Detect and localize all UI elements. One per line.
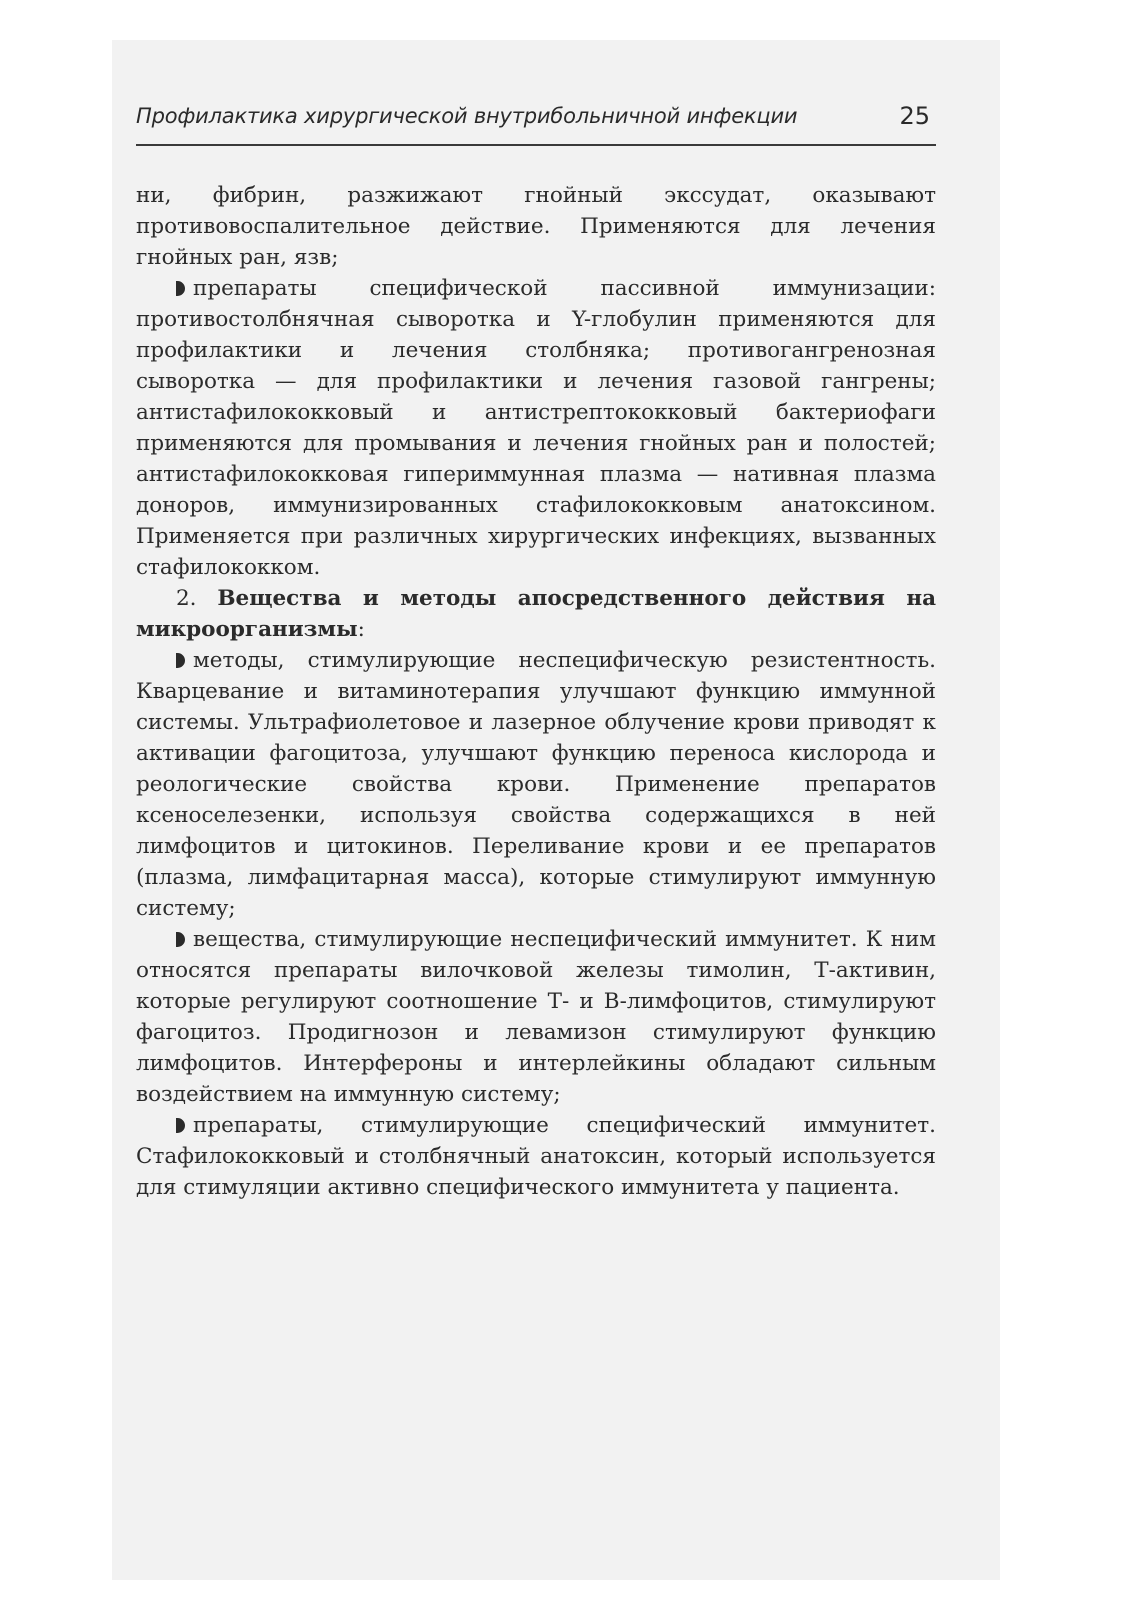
section-title: Вещества и методы апосредственного действия на микроорганизмы xyxy=(136,586,936,642)
paragraph-text: препараты специфической пассивной иммунизации: противостолбнячная сыворотка и Y-глобулин применяются для профилактики и лечения столбняка; противогангренозная сыворотка — для профилактики и лечения газовой гангрены; антистафилококковый и антистрептококковый бактериофаги применяются для промывания и лечения гнойных ран и полостей; антистафилококковая гипериммунная плазма — нативная плазма доноров, иммунизированных стафилококковым анатоксином. Применяется при различных хирургических инфекциях, вызванных стафилококком. xyxy=(136,276,936,580)
paragraph-text: методы, стимулирующие неспецифическую резистентность. Кварцевание и витаминотерапия улучшают функцию иммунной системы. Ультрафиолетовое и лазерное облучение крови приводят к активации фагоцитоза, улучшают функцию переноса кислорода и реологические свойства крови. Применение препаратов ксеноселезенки, используя свойства содержащихся в ней лимфоцитов и цитокинов. Переливание крови и ее препаратов (плазма, лимфацитарная масса), которые стимулируют иммунную систему; xyxy=(136,648,936,921)
bullet-paragraph-specific-immunity xyxy=(136,1110,936,1203)
bullet-icon xyxy=(176,1118,185,1133)
paragraph-continuation: ни, фибрин, разжижают гнойный экссудат, оказывают противовоспалительное действие. Применяются для лечения гнойных ран, язв; xyxy=(136,183,936,270)
body-text xyxy=(136,180,936,1203)
bullet-icon xyxy=(176,932,185,947)
bullet-paragraph-passive-immunization xyxy=(136,273,936,583)
bullet-icon xyxy=(176,281,185,296)
book-page xyxy=(112,40,1000,1580)
section-number: 2. xyxy=(176,586,197,611)
section-colon: : xyxy=(357,617,365,642)
running-title: Профилактика хирургической внутрибольничной инфекции xyxy=(136,104,798,128)
page-number: 25 xyxy=(899,102,930,130)
page-header xyxy=(136,98,936,146)
bullet-icon xyxy=(176,653,185,668)
bullet-paragraph-nonspecific-immunity xyxy=(136,924,936,1110)
paragraph-text: препараты, стимулирующие специфический иммунитет. Стафилококковый и столбнячный анатоксин, который используется для стимуляции активно специфического иммунитета у пациента. xyxy=(136,1113,936,1200)
paragraph-text: вещества, стимулирующие неспецифический иммунитет. К ним относятся препараты вилочковой железы тимолин, Т-активин, которые регулируют соотношение Т- и В-лимфоцитов, стимулируют фагоцитоз. Продигнозон и левамизон стимулируют функцию лимфоцитов. Интерфероны и интерлейкины обладают сильным воздействием на иммунную систему; xyxy=(136,927,936,1107)
bullet-paragraph-nonspecific-resistance xyxy=(136,645,936,924)
section-heading-2 xyxy=(136,583,936,645)
